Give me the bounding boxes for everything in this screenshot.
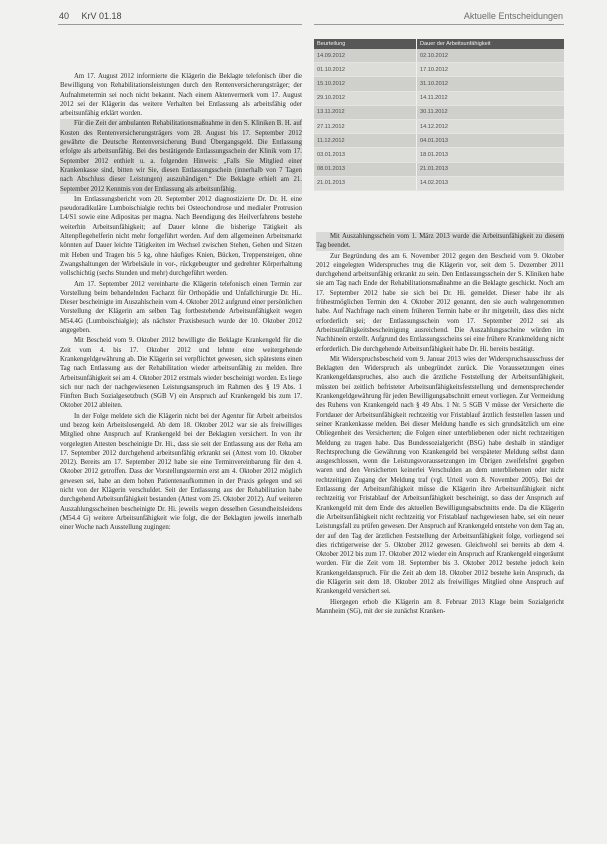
table-cell: 04.01.2013: [417, 134, 565, 148]
paragraph: Am 17. September 2012 vereinbarte die Klägerin telefonisch einen Termin zur Vorstellung beim behandelnden Facharzt für Orthopädie und Unfallchirurgie Dr. Hi.. Dieser bescheinigte im Auszahlschein vom 4. Oktober 2012 aufgrund einer persönlichen Vorstellung der Klägerin am selben Tag fortbestehende Arbeitsunfähigkeit wegen M54.4G (Lumboischialgie); als nächster Praxisbesuch wurde der 10. Oktober 2012 angegeben.: [60, 280, 302, 335]
column-header: Dauer der Arbeitsunfähigkeit: [417, 39, 565, 49]
paragraph: Hiergegen erhob die Klägerin am 8. Februar 2013 Klage beim Sozialgericht Mannheim (SG), mit der sie zunächst Kranken-: [316, 598, 564, 615]
table-cell: 31.10.2012: [417, 77, 565, 91]
page-number: 40: [59, 11, 70, 21]
incapacity-table: [314, 39, 564, 191]
table-cell: 30.11.2012: [417, 105, 565, 119]
right-column: [316, 232, 564, 616]
paragraph: In der Folge meldete sich die Klägerin nicht bei der Agentur für Arbeit arbeitslos und bezog kein Arbeitslosengeld. Ab dem 18. Oktober 2012 war sie als freiwilliges Mitglied ohne Anspruch auf Krankengeld bei der Beklagten versichert. In von ihr vorgelegten Attesten bescheinigte Dr. Hi., dass sie seit der Entlassung aus der Reha am 17. September 2012 durchgehend arbeitsunfähig erkrankt sei (Attest vom 10. Oktober 2012). Bereits am 17. September 2012 habe sie eine Terminvereinbarung für den 4. Oktober 2012 getroffen. Dass der Vorstellungstermin erst am 4. Oktober 2012 möglich gewesen sei, habe an dem hohen Patientenaufkommen in der Praxis gelegen und sei nicht von der Klägerin verschuldet. Seit der Entlassung aus der Rehabilitation habe durchgehend Arbeitsunfähigkeit bestanden (Attest vom 25. Oktober 2012). Auf weiteren Auszahlungsscheinen bescheinigte Dr. Hi. jeweils wegen desselben Gesundheitsleidens (M54.4 G) weitere Arbeitsunfähigkeit wie folgt, die der Beklagten jeweils innerhalb einer Woche nach Ausstellung zugingen:: [60, 412, 302, 532]
section-title: Aktuelle Entscheidungen: [463, 11, 563, 21]
table-cell: 11.12.2012: [314, 134, 417, 148]
paragraph: Zur Begründung des am 6. November 2012 gegen den Bescheid vom 9. Oktober 2012 eingelegten Widerspruches trug die Klägerin vor, seit dem 5. Dezember 2011 durchgehend arbeitsunfähig erkrankt zu sein. Den Entlassungsschein der S. Kliniken habe sie am Tag nach Ende der Rehabilitationsmaßnahme an die Beklagte geschickt. Noch am 17. September 2012 habe sie sich bei Dr. Hi. gemeldet. Dieser habe ihr als frühestmöglichen Termin den 4. Oktober 2012 genannt, den sie auch wahrgenommen habe. Auf Nachfrage nach einem früheren Termin habe er ihr mitgeteilt, dass dies nicht erforderlich sei; der Entlassungsschein vom 17. September 2012 sei als Arbeitsunfähigkeitsbescheinigung ausreichend. Die Auszahlungsscheine würden im Nachhinein erstellt. Aufgrund des Entlassungsscheins sei eine frühere Krankmeldung nicht erforderlich. Die durchgehende Arbeitsunfähigkeit habe Dr. Hi. bereits bestätigt.: [316, 252, 564, 353]
paragraph: Mit Auszahlungsschein vom 1. März 2013 wurde die Arbeitsunfähigkeit zu diesem Tag beendet.: [316, 233, 564, 250]
table-header-row: [314, 39, 564, 49]
header-rule-right: [314, 24, 564, 25]
table-cell: 18.01.2013: [417, 148, 565, 162]
table-cell: 21.01.2013: [417, 162, 565, 176]
table-body: [314, 49, 564, 190]
table-row: [314, 77, 564, 91]
table-row: [314, 176, 564, 190]
table-cell: 13.11.2012: [314, 105, 417, 119]
table-cell: 27.11.2012: [314, 119, 417, 133]
paragraph: Für die Zeit der ambulanten Rehabilitationsmaßnahme in den S. Kliniken B. H. auf Kosten des Rentenversicherungsträgers vom 28. August bis 17. September 2012 gewährte die Deutsche Rentenversicherung Bund Übergangsgeld. Die Entlassung erfolgte als arbeitsunfähig. Bei des bestätigende Entlassungsschein der Klinik vom 17. September 2012 enthielt u. a. folgenden Hinweis: „Falls Sie Mitglied einer Krankenkasse sind, bitten wir Sie, diesen Entlassungsschein (innerhalb von 7 Tagen nach Abschluss dieser Leistungen) auszuhändigen.“ Die Beklagte erhielt am 21. September 2012 Kenntnis von der Entlassung als arbeitsunfähig.: [60, 120, 302, 193]
table-cell: 14.09.2012: [314, 49, 417, 63]
paragraph: Im Entlassungsbericht vom 20. September 2012 diagnostizierte Dr. Dr. H. eine pseudoradikuläre Lumboischialgie rechts bei Osteochondrose und medialer Protrusion L4/S1 sowie eine Adipositas per magna. Nach Beendigung des Heilverfahrens bestehe weiterhin Arbeitsunfähigkeit; auf Dauer könne die bisherige Tätigkeit als Altenpflegehelferin nicht mehr fortgeführt werden. Auf dem allgemeinen Arbeitsmarkt könnten auf Dauer leichte Tätigkeiten im Wechsel zwischen Stehen, Gehen und Sitzen mit Heben und Tragen bis 5 kg, ohne häufiges Knien, Bücken, Treppensteigen, ohne Zwangshaltungen der Wirbelsäule in vor-, rückgebeugter und gedrehter Körperhaltung vollschichtig (sechs Stunden und mehr) durchgeführt werden.: [60, 195, 302, 278]
paragraph: Am 17. August 2012 informierte die Klägerin die Beklagte telefonisch über die Bewilligung von Rehabilitationsleistungen durch den Rentenversicherungsträger; der Aufnahmetermin sei noch nicht bekannt. Nach einem Aktenvermerk vom 17. August 2012 sei der Klägerin das weitere Verhalten bei Entlassung als arbeitsfähig oder arbeitsunfähig erklärt worden.: [60, 73, 302, 118]
table-cell: 29.10.2012: [314, 91, 417, 105]
table-row: [314, 63, 564, 77]
table-row: [314, 91, 564, 105]
table-cell: 15.10.2012: [314, 77, 417, 91]
table-row: [314, 148, 564, 162]
table-row: [314, 119, 564, 133]
table-cell: 02.10.2012: [417, 49, 565, 63]
page-header-left: [59, 11, 122, 21]
table-cell: 14.12.2012: [417, 119, 565, 133]
paragraph: Mit Widerspruchsbescheid vom 9. Januar 2013 wies der Widerspruchsausschuss der Beklagten den Widerspruch als unbegründet zurück. Die Voraussetzungen eines Krankengeldanspruches, also auch die ärztliche Feststellung der Arbeitsunfähigkeit, müssten bei zeitlich befristeter Arbeitsunfähigkeitsfeststellung und dementsprechender Krankengeldgewährung für jeden Bewilligungsabschnitt erneut vorliegen. Zur Vermeidung des Ruhens von Krankengeld nach § 49 Abs. 1 Nr. 5 SGB V müsse der Versicherte die Fortdauer der Arbeitsunfähigkeit rechtzeitig vor Fristablauf ärztlich feststellen lassen und seiner Krankenkasse melden. Bei dieser Meldung handle es sich grundsätzlich um eine Obliegenheit des Versicherten; die Folgen einer unterbliebenen oder nicht rechtzeitigen Meldung zu tragen habe. Das Bundessozialgericht (BSG) habe deshalb in ständiger Rechtsprechung die Gewährung von Krankengeld bei verspäteter Meldung selbst dann ausgeschlossen, wenn die Leistungsvoraussetzungen im Übrigen zweifelsfrei gegeben waren und den Versicherten keinerlei Verschulden an dem unterbliebenen oder nicht rechtzeitigen Zugang der Meldung traf (vgl. Urteil vom 8. November 2005). Bei der Entlassung der Arbeitsunfähigkeit müsse die Klägerin ihre Arbeitsunfähigkeit nicht rechtzeitig vor Fristablauf der Arbeitsunfähigkeit bescheinigt, so dass der Anspruch auf Krankengeld mit dem Ende des aktuellen Bewilligungsabschnitts ende. Da die Klägerin die Arbeitsunfähigkeit nicht rechtzeitig vor Fristablauf nachgewiesen habe, sei ein neuer Leistungsfall zu prüfen gewesen. Der Anspruch auf Krankengeld entstehe von dem Tag an, der auf den Tag der ärztlichen Feststellung der Arbeitsunfähigkeit folge, vorliegend sei dies richtigerweise der 5. Oktober 2012 gewesen. Gleichwohl sei bereits ab dem 4. Oktober 2012 bis zum 17. Oktober 2012 wieder ein Anspruch auf Krankengeld eingeräumt worden. Für die Zeit vom 18. September bis 3. Oktober 2012 bestehe jedoch kein Krankengeldanspruch. Für die Zeit ab dem 18. Oktober 2012 bestehe kein Anspruch, da die Klägerin seit dem 18. Oktober 2012 als freiwilliges Mitglied ohne Anspruch auf Krankengeld versichert sei.: [316, 355, 564, 596]
table-cell: 01.10.2012: [314, 63, 417, 77]
table-cell: 17.10.2012: [417, 63, 565, 77]
header-rule-left: [58, 24, 302, 25]
table-row: [314, 134, 564, 148]
table-cell: 14.02.2013: [417, 176, 565, 190]
journal-name: KrV 01.18: [81, 11, 122, 21]
paragraph: Mit Bescheid vom 9. Oktober 2012 bewilligte die Beklagte Krankengeld für die Zeit vom 4. bis 17. Oktober 2012 und lehnte eine weitergehende Krankengeldgewährung ab. Die Klägerin sei verpflichtet gewesen, sich spätestens einen Tag nach Entlassung aus der Rehabilitation wieder arbeitsunfähig zu melden. Ihre Arbeitsunfähigkeit sei am 4. Oktober 2012 erstmals wieder bescheinigt worden. Es liege sich nur nach der nachgewiesenen Leistungsanspruch im Rahmen des § 19 Abs. 1 Fünften Buch Sozialgesetzbuch (SGB V) ein Anspruch auf Krankengeld bis zum 17. Oktober 2012 ableiten.: [60, 337, 302, 410]
table-cell: 03.01.2013: [314, 148, 417, 162]
table-row: [314, 49, 564, 63]
table-cell: 14.11.2012: [417, 91, 565, 105]
table-row: [314, 105, 564, 119]
left-column: [60, 72, 302, 533]
table-row: [314, 162, 564, 176]
table-cell: 21.01.2013: [314, 176, 417, 190]
column-header: Beurteilung: [314, 39, 417, 49]
table-cell: 08.01.2013: [314, 162, 417, 176]
